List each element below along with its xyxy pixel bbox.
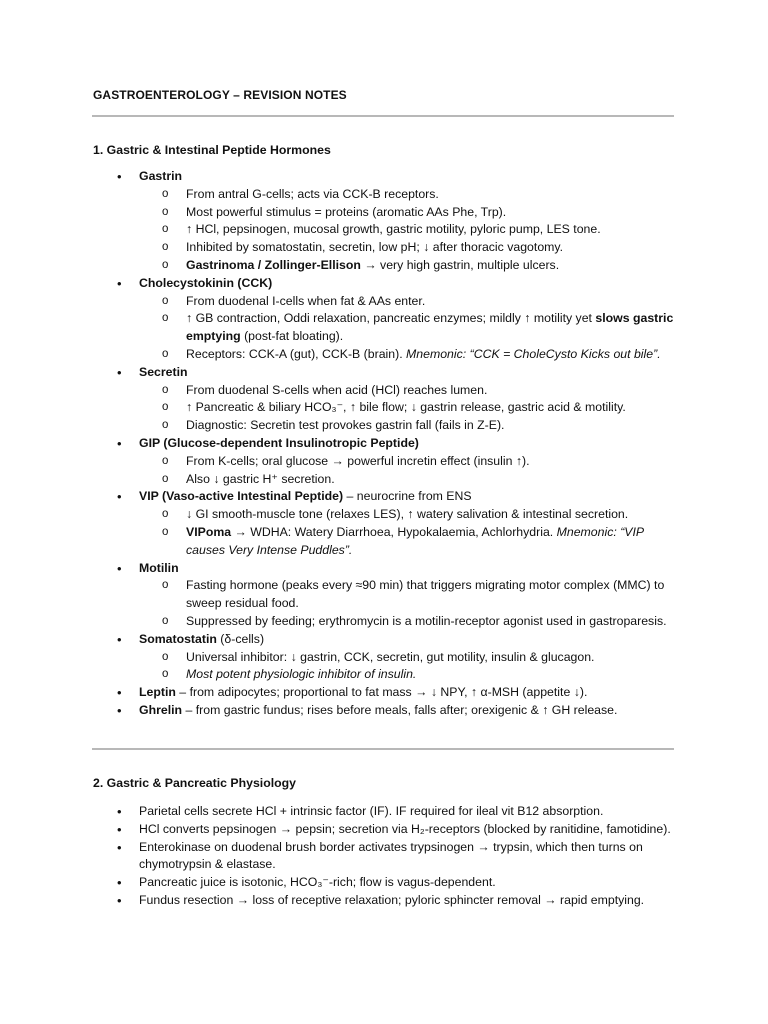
- gip-details: [139, 453, 768, 489]
- list-item: o ↑ Pancreatic & biliary HCO₃⁻, ↑ bile flow; ↓ gastrin release, gastric acid & motility.: [139, 399, 676, 417]
- section-divider: [92, 748, 674, 750]
- hormone-ghrelin: [0, 702, 768, 720]
- bold-term: Gastrinoma / Zollinger-Ellison: [186, 257, 361, 272]
- hormone-cck: [0, 275, 768, 364]
- hormone-name: GIP (Glucose-dependent Insulinotropic Peptide): [139, 435, 419, 450]
- list-item: o From antral G-cells; acts via CCK-B receptors.: [139, 186, 676, 204]
- hormone-name: Somatostatin: [139, 631, 217, 646]
- list-item: o Also ↓ gastric H⁺ secretion.: [139, 471, 676, 489]
- hormone-name: Secretin: [139, 364, 188, 379]
- list-item: o From K-cells; oral glucose → powerful incretin effect (insulin ↑).: [139, 453, 676, 471]
- cck-details: [139, 293, 768, 364]
- hormone-leptin: [0, 684, 768, 702]
- physiology-list: [0, 803, 768, 910]
- item-text: (δ-cells): [216, 631, 265, 646]
- title-divider: [92, 115, 674, 117]
- somatostatin-details: [139, 649, 768, 685]
- hormone-name: Motilin: [139, 560, 179, 575]
- hormone-name: VIP (Vaso-active Intestinal Peptide): [139, 489, 344, 504]
- hormone-name: Leptin: [139, 685, 176, 700]
- item-text: (post-fat bloating).: [240, 329, 344, 344]
- bold-term: slows gastric emptying: [186, 311, 674, 344]
- list-item: • Enterokinase on duodenal brush border activates trypsinogen → trypsin, which then turns on chymotrypsin & elastase.: [0, 839, 679, 875]
- hormone-gip: [0, 435, 768, 488]
- hormone-list: [0, 168, 768, 720]
- section-1-heading: 1. Gastric & Intestinal Peptide Hormones: [93, 143, 331, 157]
- gastrin-details: [139, 186, 768, 275]
- list-item: • HCl converts pepsinogen → pepsin; secretion via H₂-receptors (blocked by ranitidine, famotidine).: [0, 821, 679, 839]
- list-item: o Most powerful stimulus = proteins (aromatic AAs Phe, Trp).: [139, 204, 676, 222]
- motilin-details: [139, 577, 768, 630]
- list-item: • Pancreatic juice is isotonic, HCO₃⁻-rich; flow is vagus-dependent.: [0, 874, 679, 892]
- list-item: o Inhibited by somatostatin, secretin, low pH; ↓ after thoracic vagotomy.: [139, 239, 676, 257]
- list-item: o From duodenal S-cells when acid (HCl) reaches lumen.: [139, 382, 676, 400]
- item-text: → WDHA: Watery Diarrhoea, Hypokalaemia, Achlorhydria.: [231, 524, 557, 539]
- secretin-details: [139, 382, 768, 435]
- hormone-name: Cholecystokinin (CCK): [139, 275, 273, 290]
- section-2-heading: 2. Gastric & Pancreatic Physiology: [93, 776, 296, 790]
- list-item: o ↓ GI smooth-muscle tone (relaxes LES), ↑ watery salivation & intestinal secretion.: [139, 506, 676, 524]
- hormone-gastrin: [0, 168, 768, 275]
- hormone-somatostatin: [0, 631, 768, 684]
- list-item: [139, 666, 676, 684]
- list-item: o Universal inhibitor: ↓ gastrin, CCK, secretin, gut motility, insulin & glucagon.: [139, 649, 676, 667]
- list-item: o ↑ HCl, pepsinogen, mucosal growth, gastric motility, pyloric pump, LES tone.: [139, 221, 676, 239]
- item-text: Receptors: CCK-A (gut), CCK-B (brain).: [186, 346, 407, 361]
- item-text: ↑ GB contraction, Oddi relaxation, pancreatic enzymes; mildly ↑ motility yet: [186, 311, 596, 326]
- hormone-motilin: [0, 560, 768, 631]
- document-title: GASTROENTEROLOGY – REVISION NOTES: [93, 88, 347, 102]
- hormone-secretin: [0, 364, 768, 435]
- mnemonic: Mnemonic: “VIP causes Very Intense Puddles”.: [186, 524, 644, 557]
- list-item: • Parietal cells secrete HCl + intrinsic factor (IF). IF required for ileal vit B12 absorption.: [0, 803, 679, 821]
- item-text: → very high gastrin, multiple ulcers.: [360, 257, 560, 272]
- vip-details: [139, 506, 768, 559]
- list-item: [139, 310, 676, 346]
- list-item: [139, 524, 676, 560]
- list-item: o From duodenal I-cells when fat & AAs enter.: [139, 293, 676, 311]
- item-text: – from gastric fundus; rises before meals, falls after; orexigenic & ↑ GH release.: [182, 702, 618, 717]
- item-text: – neurocrine from ENS: [343, 489, 472, 504]
- bold-term: VIPoma: [186, 524, 232, 539]
- list-item: o Suppressed by feeding; erythromycin is a motilin-receptor agonist used in gastroparesis.: [139, 613, 676, 631]
- list-item: [139, 346, 676, 364]
- list-item: • Fundus resection → loss of receptive relaxation; pyloric sphincter removal → rapid emptying.: [0, 892, 679, 910]
- list-item: o Fasting hormone (peaks every ≈90 min) that triggers migrating motor complex (MMC) to sweep residual food.: [139, 577, 676, 613]
- hormone-name: Gastrin: [139, 169, 183, 183]
- italic-note: Most potent physiologic inhibitor of insulin.: [186, 667, 417, 682]
- hormone-name: Ghrelin: [139, 702, 183, 717]
- item-text: – from adipocytes; proportional to fat mass → ↓ NPY, ↑ α-MSH (appetite ↓).: [175, 685, 588, 700]
- list-item: o Diagnostic: Secretin test provokes gastrin fall (fails in Z-E).: [139, 417, 676, 435]
- list-item: [139, 257, 676, 275]
- hormone-vip: [0, 488, 768, 559]
- mnemonic: Mnemonic: “CCK = CholeCysto Kicks out bile”.: [406, 346, 661, 361]
